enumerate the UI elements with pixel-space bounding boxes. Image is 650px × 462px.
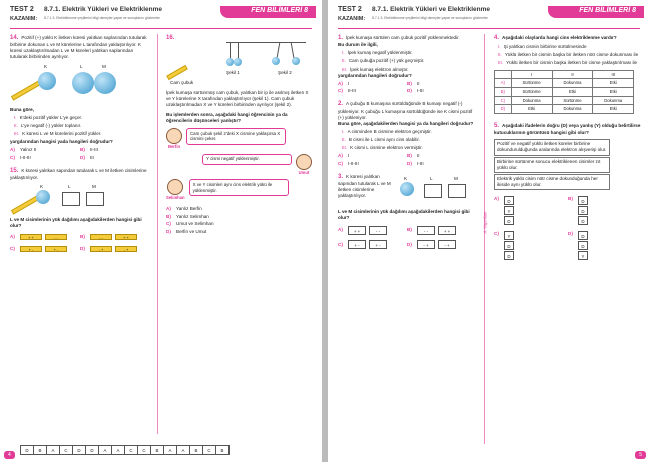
option-text: Yanlız Berfin [176,206,202,212]
page-number: 4 [4,451,15,459]
table-row[interactable] [495,105,634,114]
question-1 [338,34,476,94]
statement-2 [338,58,476,64]
roman-numeral: III. [342,145,348,151]
table-cell: Etki [593,88,634,97]
conductor-l [62,192,80,206]
figure-q3 [396,176,476,206]
charge-m: + - [45,246,67,252]
question-14 [10,34,150,252]
option-c[interactable] [10,246,80,252]
answer-box: D [504,241,514,250]
charge-m: - - [369,226,387,235]
table-cell: Etki [552,88,593,97]
option-text: Umut ve Selimhan [176,221,214,227]
answer-cell: B [216,446,229,454]
statement-text: K küresi L ve M kürelerini pozitif yükler. [22,131,102,137]
topic-title: 8.7.1. Elektrik Yükleri ve Elektriklenme [44,6,163,13]
option-letter: D) [568,231,573,237]
table-row[interactable] [495,88,634,97]
answer-cell: A [99,446,112,454]
roman-numeral: I. [14,114,17,120]
option-letter: C) [10,154,15,160]
answer-cell: C [125,446,138,454]
table-cell: Sürtünme [511,88,552,97]
charge-l: - - [417,226,435,235]
options-table [494,70,634,114]
question-text: K küresi yalıtkan sapından tutularak L ve M iletken cisimlerine yaklaştırılıyor. [10,167,147,181]
sphere-m [94,72,116,94]
subject-banner [548,6,644,18]
sphere-y [234,58,242,66]
answer-cell: A [177,446,190,454]
column-header: II [552,70,593,79]
answer-cell: D [86,446,99,454]
option-letter: D) [495,105,512,114]
option-text: I-III [417,88,424,94]
option-c[interactable] [10,155,80,161]
label-k: K [44,63,48,69]
answer-box: D [504,196,514,205]
option-b[interactable] [80,147,150,153]
question-prompt: Aşağıdaki olaylarda hangi cins elektriklenme vardır? [502,35,617,40]
answer-options [338,79,476,94]
glass-rod [166,65,188,80]
answer-cell: B [190,446,203,454]
roman-numeral: I. [498,44,501,50]
option-letter: C) [495,96,512,105]
option-letter: C) [338,88,343,94]
question-prompt: Buna göre, aşağıdakilerden hangisi ya da hangileri doğrudur? [338,120,474,126]
question-lead: Buna göre, [10,106,34,112]
right-page [328,0,650,462]
column-header [495,70,512,79]
question-text: A çubuğu B kumaşına sürtüldüğünde B kumaşı negatif (-) yükleniyor. K çubuğu L kumaşına sürtüldüğünde ise K cismi pozitif (+) yükleniyor. [338,101,473,120]
table-cell: Dokunma [552,79,593,88]
roman-numeral: I. [342,50,345,56]
page-header [338,6,644,28]
option-letter: B) [495,88,512,97]
answer-box: Y [578,251,588,260]
statement-box: Elektrik yüklü cisim nötr cisme dokunduğunda her ikiside aynı yüklü olur. [494,174,610,190]
sphere-l [72,72,94,94]
statement-text: Şi yalıtkan cismin birbirine sürtülmesinde [503,44,587,50]
charge-m: - - [45,234,67,240]
question-number: 2. [338,101,344,108]
option-letter: B) [407,227,412,233]
figure-spheres [10,64,150,104]
answer-cell: C [203,446,216,454]
speech-bubble: X ve Y cisimleri aynı cins elektrik yükü ile yüklenmiştir. [189,179,289,196]
label-k: K [404,176,408,181]
student-berfin [166,128,312,150]
option-text: Berfin ve Umut [176,229,207,235]
option-text: II-III [348,88,356,94]
charge-l: + + [348,226,366,235]
statement-text: B cismi ile L cismi aynı cins olabilir. [348,137,420,143]
page-header [10,6,316,28]
option-d[interactable] [568,231,642,260]
question-text: İpek kumaşa sürtünmüş cam çubuk, yalıtkan bir ip ile asılmış iletken X ve Y kürelerine X tarafından yaklaştırılıyor (şekil 1). Cam çubuk uzaklaştırılmadan X ve Y küreleri birbirinden ayrılıyor (şekil 2). [166,90,309,108]
option-a[interactable] [338,226,407,235]
question-text: İpek kumaşa sürtülen cam çubuk pozitif yüklenmektedir. [346,35,460,40]
sphere-k [36,190,50,204]
statement-text: K'deki pozitif yükler L'ye geçer. [19,114,83,120]
roman-numeral: II. [342,58,346,64]
option-a[interactable] [166,206,312,212]
option-letter: C) [10,245,15,251]
statement-text: İpek kumaş negatif yüklenmiştir. [347,50,413,56]
statement-box: Pozitif ve negatif yüklü iletken küreler birbirine dokundurulduğunda aralarında elektron alışverişi olur. [494,139,610,155]
option-a[interactable] [10,147,80,153]
question-number: 4. [494,35,500,41]
label-m: M [92,184,96,190]
conductor-m [448,184,466,198]
table-row[interactable] [495,96,634,105]
charge-l: + - [348,240,366,249]
charge-m: - + [115,246,137,252]
option-a[interactable] [10,234,80,240]
question-4 [494,34,642,114]
question-prompt: Bu işlemlerden sonra, aşağıdaki hangi öğrencinin ya da öğrencilerin düşünceleri yanlıştır? [166,111,288,123]
option-b[interactable] [407,153,476,159]
option-letter: B) [80,234,85,240]
table-cell: Dokunma [593,96,634,105]
option-c[interactable] [338,240,407,249]
option-letter: D) [80,245,85,251]
table-cell: Etki [593,105,634,114]
statement-3 [494,60,642,66]
right-column [494,34,642,260]
student-selimhan [166,179,312,201]
statement-box: Birbirine sürtünme sonucu elektriklenen cisimler zıt yüklü olur. [494,157,610,173]
student-umut [166,154,312,176]
statement-1 [338,50,476,56]
statement-text: A cisminden B cismine elektron geçmiştir. [347,129,432,135]
question-text: K küresi yalıtkan sapından tutularak L ve M iletken cisimlerine yaklaştırılıyor. [338,174,391,199]
label-k: K [40,184,44,190]
statement-3 [10,131,150,137]
page-number: 5 [635,451,646,459]
answer-box: D [578,216,588,225]
option-c[interactable] [338,161,407,167]
answer-options [10,146,150,161]
left-column [338,34,476,249]
option-text: III [90,154,94,160]
answer-box: D [578,241,588,250]
sphere-k [38,72,56,90]
option-b[interactable] [407,81,476,87]
option-text: I [348,80,350,86]
option-a[interactable] [338,81,407,87]
column-header: I [511,70,552,79]
answer-cell: B [151,446,164,454]
question-3 [338,173,476,249]
option-text: I [348,153,350,159]
speech-bubble: Cam çubuk şekil 2'deki X cismine yaklaşırsa X cismini çeker. [186,128,286,145]
option-b[interactable] [80,234,150,240]
charge-m: + - [369,240,387,249]
answer-cell: C [60,446,73,454]
roman-numeral: III. [14,131,20,137]
sphere-x2 [272,57,280,65]
answer-box: Y [504,231,514,240]
option-d[interactable] [407,88,476,94]
table-cell: Sürtünme [552,96,593,105]
option-letter: A) [338,80,343,86]
kazanim-text: 8.7.1.3. Elektriklenme çeşitlerini bilgi deneyler yapar ve sonuçlarını gözlemler. [372,16,489,20]
avatar-icon [296,154,312,170]
answer-cell: A [47,446,60,454]
answer-box: D [578,231,588,240]
roman-numeral: III. [498,60,504,66]
answer-box: Y [504,206,514,215]
banner-text: FEN BİLİMLERİ 8 [579,7,636,14]
sphere-y2 [292,57,300,65]
header-divider [338,28,640,29]
question-prompt: L ve M cisimlerinin yük dağılımı aşağıdakilerden hangisi gibi olur? [10,217,142,229]
column-divider [157,34,158,434]
answer-cell: B [34,446,47,454]
banner-text: FEN BİLİMLERİ 8 [251,7,308,14]
table-cell: Dokunma [511,96,552,105]
kazanim-label: KAZANIM: [338,16,366,22]
charge-l: - + [90,246,112,252]
option-letter: B) [568,195,573,201]
statement-text: Yüklü iletken bir cismin başka bir iletken nötr cisme dokunması ile [504,52,639,58]
figure-2-label: Şekil 2 [278,70,292,76]
question-16 [166,34,312,235]
option-letter: A) [10,147,15,153]
option-letter: B) [80,147,85,153]
option-letter: A) [338,227,343,233]
option-letter: D) [407,160,412,166]
option-letter: D) [80,154,85,160]
question-prompt: yargılarından hangileri doğrudur? [338,72,412,78]
answer-options [10,233,150,252]
statement-1 [338,129,476,135]
statement-1 [494,44,642,50]
sphere-k [400,182,414,196]
option-letter: B) [166,213,171,219]
option-d[interactable] [80,155,150,161]
charge-l: + - [20,246,42,252]
option-letter: C) [338,241,343,247]
statement-text: İpek kumaş elektron almıştır. [350,66,409,72]
option-letter: C) [338,160,343,166]
charge-l: - - [90,234,112,240]
statement-1 [10,115,150,121]
answer-key-row [20,445,230,455]
option-text: Yanlız Selimhan [176,213,209,219]
option-d[interactable] [80,246,150,252]
option-b[interactable] [568,196,642,225]
question-text: Pozitif (+) yüklü K iletken küresi yalıtkan saplarından tutularak birbirine dokunan L ve M kürelerine L tarafından yaklaştırılıyor. K küresi uzaklaştırılmadan L ve M küreleri yalıtkan saplarından tutularak birbirinden ayrılıyor. [10,35,147,60]
option-b[interactable] [407,226,476,235]
option-text: II [417,80,420,86]
label-l: L [430,176,433,181]
answer-box: D [578,206,588,215]
label-l: L [68,184,71,190]
option-letter: D) [407,241,412,247]
option-a[interactable] [338,153,407,159]
answer-options [494,194,642,260]
column-header: III [593,70,634,79]
option-c[interactable] [338,88,407,94]
insulating-handle [11,80,41,100]
subject-banner [220,6,316,18]
option-letter: C) [494,231,499,237]
question-5 [494,122,642,260]
option-a[interactable] [494,196,568,225]
question-prompt: yargılarından hangisi yada hangileri doğrudur? [10,139,113,145]
option-letter: D) [407,88,412,94]
sphere-x [226,58,234,66]
roman-numeral: I. [342,129,345,135]
option-letter: C) [166,221,171,227]
table-cell: Dokunma [552,105,593,114]
conductor-l [424,184,442,198]
option-text: II-III [90,147,98,153]
publisher-side-label: A Yayınları [482,211,488,234]
charge-m: + + [438,226,456,235]
statement-text: Yüklü iletken bir cismin başka iletken bir cisme yaklaştırılması ile [506,60,638,66]
option-letter: A) [338,153,343,159]
table-cell: Etki [511,105,552,114]
option-c[interactable] [494,231,568,260]
question-number: 1. [338,35,344,41]
answer-cell: D [21,446,34,454]
option-b[interactable] [166,214,312,220]
left-page [0,0,322,462]
answer-box: D [504,251,514,260]
charge-l: - + [417,240,435,249]
header-divider [10,28,312,29]
answer-cell: D [73,446,86,454]
test-label: TEST 2 [338,6,362,13]
charge-m: + + [115,234,137,240]
student-name: Berfin [167,144,181,150]
test-label: TEST 2 [10,6,34,13]
student-name: Umut [298,169,310,175]
speech-bubble: Y cismi negatif yüklenmiştir. [202,154,292,165]
option-letter: B) [407,80,412,86]
charge-l: + + [20,234,42,240]
table-cell: Etki [593,79,634,88]
question-15 [10,167,150,252]
question-number: 3. [338,174,344,180]
question-lead: Bu durum ile ilgili, [338,42,378,48]
question-number: 16. [166,35,175,41]
avatar-icon [167,179,183,195]
figure-q15 [10,184,150,214]
question-number: 14. [10,35,19,41]
roman-numeral: II. [342,137,346,143]
answer-options [338,224,476,249]
rod-label: Cam çubuk [170,80,194,86]
question-number: 5. [494,123,500,130]
option-letter: A) [495,79,512,88]
question-2 [338,100,476,167]
label-m: M [454,176,458,181]
option-letter: A) [10,234,15,240]
option-d[interactable] [407,161,476,167]
roman-numeral: II. [498,52,502,58]
answer-box: D [578,196,588,205]
topic-title: 8.7.1. Elektrik Yükleri ve Elektriklenme [372,6,491,13]
answer-cell: C [138,446,151,454]
option-letter: A) [494,195,499,201]
question-prompt: Aşağıdaki ifadelerin doğru (D) veya yanlış (Y) olduğu belirtilirse kutucuklarının görüntüsü hangisi gibi olur? [494,123,641,136]
charge-m: - + [438,240,456,249]
answer-box: D [504,216,514,225]
statement-2 [494,52,642,58]
option-d[interactable] [407,240,476,249]
label-l: L [80,63,83,69]
option-c[interactable] [166,221,312,227]
option-d[interactable] [166,229,312,235]
statement-list [494,139,610,190]
answer-options [338,152,476,167]
option-text: II [417,153,420,159]
roman-numeral: II. [14,123,18,129]
avatar-icon [166,128,182,144]
table-cell: Sürtünme [511,79,552,88]
answer-cell: A [112,446,125,454]
answer-cell: A [164,446,177,454]
kazanim-label: KAZANIM: [10,16,38,22]
option-text: I-II-III [20,154,31,160]
figure-pendulums [166,42,312,90]
table-header [495,70,634,79]
option-letter: B) [407,153,412,159]
table-row[interactable] [495,79,634,88]
roman-numeral: III. [342,66,348,72]
student-name: Selimhan [166,195,185,201]
question-prompt: L ve M cisimlerinin yük dağılımı aşağıdakilerden hangisi gibi olur? [338,209,470,221]
statement-2 [10,123,150,129]
question-number: 15. [10,167,19,174]
option-letter: A) [166,206,171,212]
conductor-m [86,192,104,206]
answer-options [166,206,312,235]
kazanim-text: 8.7.1.3. Elektriklenme çeşitlerini bilgi deneyler yapar ve sonuçlarını gözlemler. [44,16,161,20]
statement-text: L'ye negatif (-) yükler toplanır. [20,123,82,129]
option-text: Yalnız II [20,147,37,153]
option-letter: D) [166,229,171,235]
statement-text: Cam çubuğa pozitif (+) yük geçmiştir. [348,58,425,64]
statement-text: K cismi L cismine elektron vermiştir. [350,145,423,151]
statement-2 [338,137,476,143]
figure-1-label: Şekil 1 [226,70,240,76]
label-m: M [102,63,106,69]
option-text: I-III [417,160,424,166]
option-text: I-II-III [348,160,359,166]
